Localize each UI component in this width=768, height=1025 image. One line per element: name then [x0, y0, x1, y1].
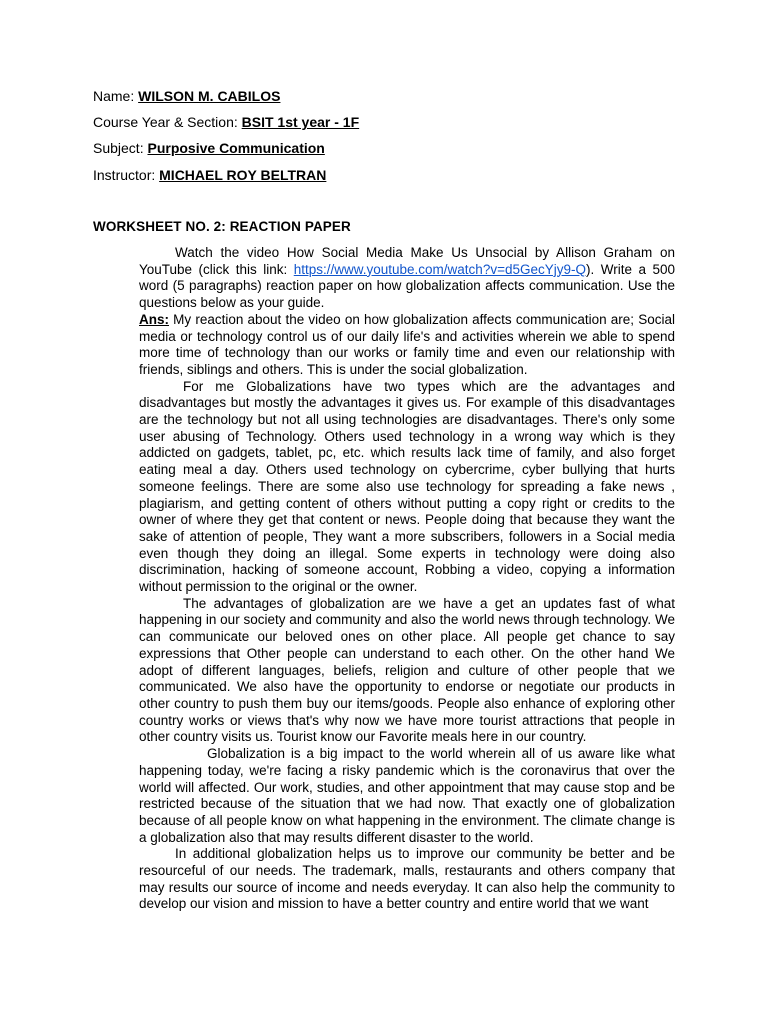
answer-intro-text: My reaction about the video on how globalization affects communication are; Social media or technology control us of our daily life's and activities wherein we able to spend more time of technology than our works or family time and even our relationship with friends, siblings and others. This is under the social globalization. — [139, 311, 675, 377]
paragraph-3: The advantages of globalization are we have a get an updates fast of what happening in our society and community and also the world news through technology. We can communicate our beloved ones on other place. All people get chance to say expressions that Other people can understand to each other. On the other hand We adopt of different languages, beliefs, religion and culture of other people that we communicated. We also have the opportunity to endorse or negotiate our products in other country to push them buy our items/goods. People also enhance of exploring other country works or views that's why now we have more tourist attractions that people in other country visits us. Tourist know our Favorite meals here in our country. — [139, 595, 675, 745]
instructor-value: MICHAEL ROY BELTRAN — [159, 167, 327, 183]
answer-intro-paragraph — [139, 312, 675, 379]
paragraph-5: In additional globalization helps us to improve our community be better and be resourceful of our needs. The trademark, malls, restaurants and others company that may results our source of income and needs everyday. It can also help the community to develop our vision and mission to have a better country and entire world that we want — [139, 846, 675, 912]
name-field — [93, 88, 280, 104]
course-field — [93, 114, 359, 130]
answer-label: Ans: — [139, 311, 169, 327]
instructor-label: Instructor: — [93, 167, 160, 183]
worksheet-title: WORKSHEET NO. 2: REACTION PAPER — [93, 219, 351, 234]
name-label: Name: — [93, 88, 139, 104]
paragraph-2: For me Globalizations have two types which are the advantages and disadvantages but mostly the advantages it gives us. For example of this disadvantages are the technology but not all using technologies are disadvantages. There's only some user abusing of Technology. Others used technology in a wrong way which is they addicted on gadgets, tablet, pc, etc. which results lack time of family, and also forget eating meal a day. Others used technology on cybercrime, cyber bullying that hurts someone feelings. There are some also use technology for spreading a fake news , plagiarism, and getting content of others without putting a copy right or credits to the owner of where they get that content or news. People doing that because they want the sake of attention of people, They want a more subscribers, followers in a Social media even though they doing an illegal. Some experts in technology were doing also discrimination, hacking of someone account, Robbing a video, copying a information without permission to the original or the owner. — [139, 378, 675, 595]
name-value: WILSON M. CABILOS — [138, 88, 281, 104]
paragraph-4: Globalization is a big impact to the world wherein all of us aware like what happening today, we're facing a risky pandemic which is the coronavirus that over the world will affected. Our work, studies, and other appointment that may cause stop and be restricted because of the situation that we had now. That exactly one of globalization because of all people know on what happening in the environment. The climate change is a globalization also that may results different disaster to the world. — [139, 746, 675, 845]
instructions-text-after: ). Write a 500 word (5 paragraphs) reaction paper on how globalization affects communication. Use the questions below as your guide. — [139, 261, 675, 311]
instructions-paragraph — [139, 245, 675, 312]
reaction-paper-body — [139, 245, 675, 1025]
course-value: BSIT 1st year - 1F — [241, 114, 360, 130]
instructions-text-before: Watch the video How Social Media Make Us Unsocial by Allison Graham on YouTube (click this link: — [139, 245, 675, 277]
subject-value: Purposive Communication — [147, 140, 325, 156]
subject-field — [93, 140, 325, 156]
subject-label: Subject: — [93, 140, 148, 156]
course-label: Course Year & Section: — [93, 114, 242, 130]
instructor-field — [93, 167, 326, 183]
youtube-link[interactable]: https://www.youtube.com/watch?v=d5GecYjy9-Q — [293, 261, 586, 277]
